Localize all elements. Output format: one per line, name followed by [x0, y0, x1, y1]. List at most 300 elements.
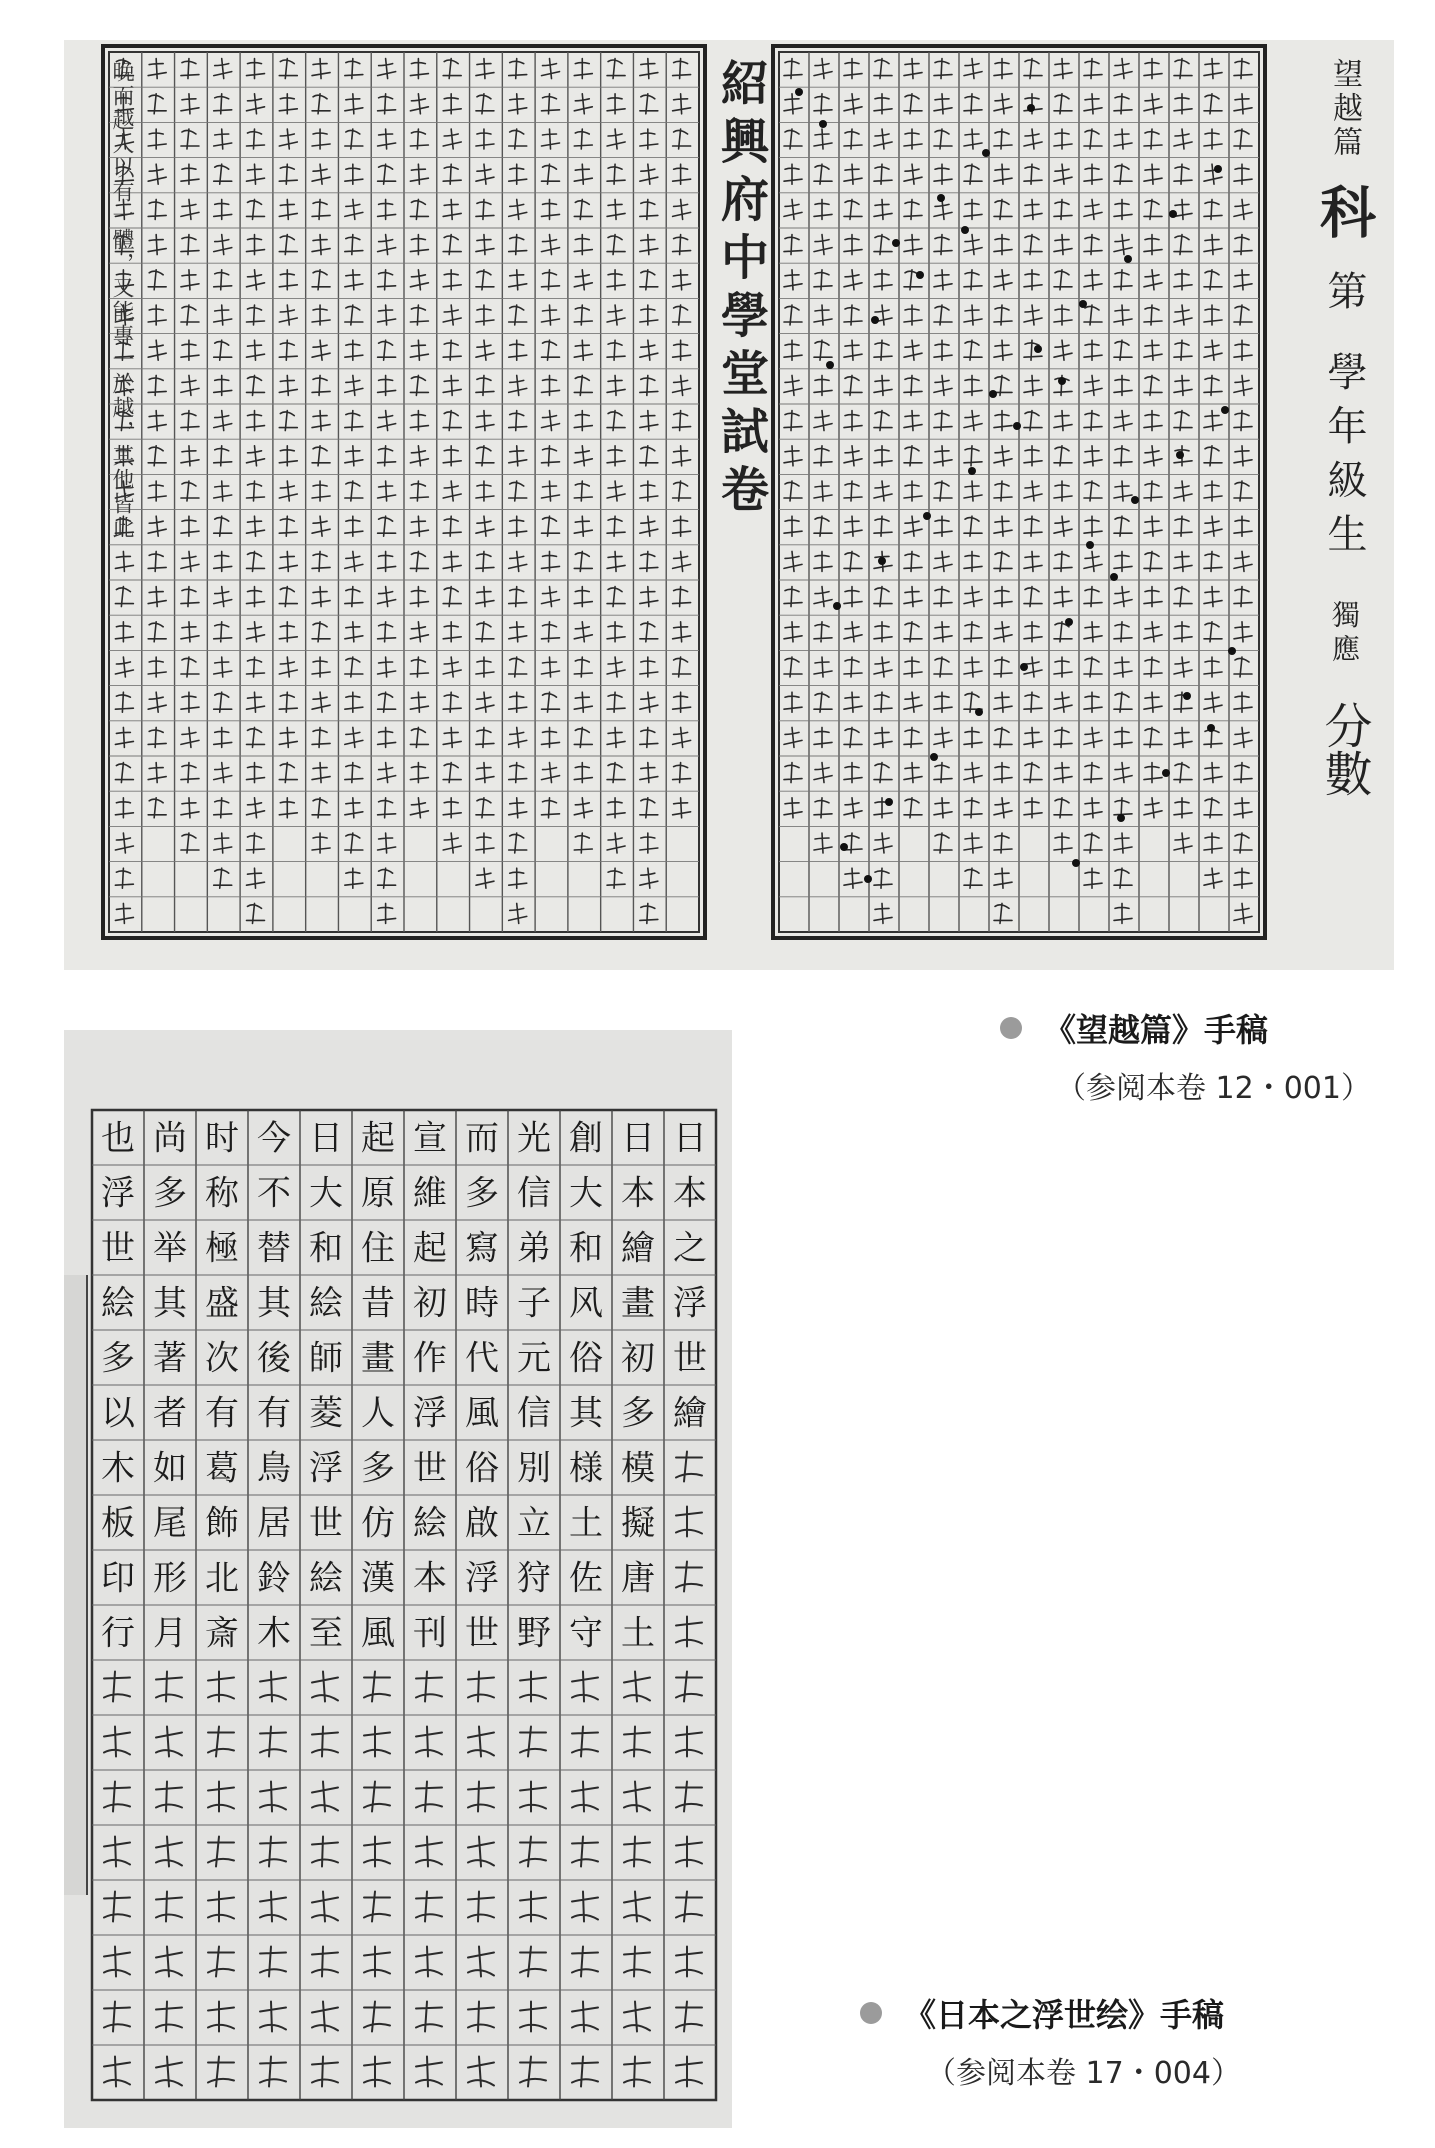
manuscript-character: 絵: [309, 1558, 343, 1599]
handwritten-glyph: [1174, 551, 1192, 571]
handwritten-glyph: [247, 622, 265, 642]
handwritten-glyph: [1054, 657, 1072, 677]
handwritten-glyph: [574, 481, 592, 501]
manuscript-character: 浮: [413, 1393, 447, 1434]
handwritten-glyph: [214, 235, 232, 255]
handwritten-glyph: [1234, 94, 1252, 114]
manuscript-character: 風: [361, 1613, 395, 1654]
handwritten-glyph: [784, 305, 802, 325]
handwritten-glyph: [572, 1782, 598, 1812]
handwritten-glyph: [312, 2002, 338, 2032]
handwritten-glyph: [1084, 833, 1102, 853]
handwritten-glyph: [279, 199, 297, 219]
handwritten-glyph: [345, 692, 363, 712]
handwritten-glyph: [509, 94, 527, 114]
handwritten-glyph: [1054, 270, 1072, 290]
handwritten-glyph: [1204, 798, 1222, 818]
handwritten-glyph: [509, 727, 527, 747]
manuscript-character: 著: [153, 1338, 187, 1379]
manuscript-character: 尚: [153, 1118, 187, 1159]
handwritten-glyph: [844, 727, 862, 747]
handwritten-glyph: [1234, 305, 1252, 325]
handwritten-glyph: [148, 340, 166, 360]
handwritten-glyph: [673, 481, 691, 501]
handwritten-glyph: [1144, 375, 1162, 395]
handwritten-glyph: [904, 798, 922, 818]
handwritten-glyph: [676, 2057, 702, 2087]
handwritten-glyph: [476, 798, 494, 818]
manuscript-character: 仿: [361, 1503, 395, 1544]
handwritten-glyph: [874, 59, 892, 79]
handwritten-glyph: [874, 657, 892, 677]
handwritten-glyph: [994, 868, 1012, 888]
manuscript-character: 本: [621, 1173, 655, 1214]
handwritten-glyph: [1084, 727, 1102, 747]
handwritten-glyph: [1204, 763, 1222, 783]
handwritten-glyph: [410, 692, 428, 712]
handwritten-glyph: [607, 551, 625, 571]
handwritten-glyph: [964, 516, 982, 536]
handwritten-glyph: [874, 868, 892, 888]
handwritten-glyph: [934, 763, 952, 783]
handwritten-glyph: [312, 1947, 338, 1977]
handwritten-glyph: [994, 94, 1012, 114]
handwritten-glyph: [542, 763, 560, 783]
handwritten-glyph: [312, 622, 330, 642]
handwritten-glyph: [279, 270, 297, 290]
handwritten-glyph: [378, 340, 396, 360]
handwritten-glyph: [509, 692, 527, 712]
handwritten-glyph: [844, 59, 862, 79]
handwritten-glyph: [934, 516, 952, 536]
handwritten-glyph: [934, 340, 952, 360]
handwritten-glyph: [1174, 516, 1192, 536]
handwritten-glyph: [1234, 411, 1252, 431]
handwritten-glyph: [1234, 903, 1252, 923]
handwritten-glyph: [904, 59, 922, 79]
handwritten-glyph: [247, 657, 265, 677]
manuscript-character: 狩: [517, 1558, 551, 1599]
handwritten-glyph: [1054, 305, 1072, 325]
handwritten-glyph: [1054, 129, 1072, 149]
handwritten-glyph: [1234, 446, 1252, 466]
handwritten-glyph: [1054, 587, 1072, 607]
handwritten-glyph: [574, 375, 592, 395]
handwritten-glyph: [156, 1947, 182, 1977]
handwritten-glyph: [1204, 692, 1222, 712]
ink-dot: [1072, 859, 1080, 867]
handwritten-glyph: [1204, 375, 1222, 395]
handwritten-glyph: [509, 129, 527, 149]
manuscript-character: 刊: [413, 1613, 447, 1654]
caption-title: 《望越篇》手稿: [1044, 1011, 1269, 1049]
handwritten-glyph: [443, 657, 461, 677]
manuscript-character: 日: [309, 1118, 343, 1159]
handwritten-glyph: [1234, 622, 1252, 642]
handwritten-glyph: [1084, 164, 1102, 184]
handwritten-glyph: [247, 305, 265, 325]
handwritten-glyph: [214, 411, 232, 431]
handwritten-glyph: [814, 587, 832, 607]
handwritten-glyph: [148, 798, 166, 818]
handwritten-glyph: [676, 1947, 702, 1977]
handwritten-glyph: [1114, 446, 1132, 466]
handwritten-glyph: [994, 235, 1012, 255]
handwritten-glyph: [1054, 551, 1072, 571]
handwritten-glyph: [844, 833, 862, 853]
handwritten-glyph: [1054, 516, 1072, 536]
handwritten-glyph: [994, 551, 1012, 571]
handwritten-glyph: [640, 833, 658, 853]
handwritten-glyph: [874, 270, 892, 290]
handwritten-glyph: [476, 305, 494, 325]
handwritten-glyph: [1174, 199, 1192, 219]
handwritten-glyph: [1114, 199, 1132, 219]
handwritten-glyph: [410, 763, 428, 783]
handwritten-glyph: [542, 59, 560, 79]
handwritten-glyph: [410, 375, 428, 395]
handwritten-glyph: [994, 587, 1012, 607]
handwritten-glyph: [784, 727, 802, 747]
manuscript-author: 獨應: [1328, 600, 1361, 668]
handwritten-glyph: [181, 446, 199, 466]
handwritten-glyph: [476, 833, 494, 853]
handwritten-glyph: [520, 1892, 546, 1922]
manuscript-character: 日: [621, 1118, 655, 1159]
handwritten-glyph: [1114, 587, 1132, 607]
handwritten-glyph: [964, 763, 982, 783]
handwritten-glyph: [607, 375, 625, 395]
manuscript-character: 原: [361, 1173, 395, 1214]
handwritten-glyph: [934, 199, 952, 219]
handwritten-glyph: [542, 727, 560, 747]
handwritten-glyph: [279, 305, 297, 325]
handwritten-glyph: [476, 129, 494, 149]
handwritten-glyph: [904, 164, 922, 184]
handwritten-glyph: [844, 763, 862, 783]
manuscript-character: 初: [621, 1338, 655, 1379]
manuscript-character: 野: [517, 1613, 551, 1654]
manuscript-character: 師: [309, 1338, 343, 1379]
handwritten-glyph: [964, 59, 982, 79]
ink-dot: [840, 843, 848, 851]
handwritten-glyph: [443, 551, 461, 571]
handwritten-glyph: [574, 129, 592, 149]
handwritten-glyph: [640, 903, 658, 923]
handwritten-glyph: [148, 411, 166, 431]
handwritten-glyph: [410, 94, 428, 114]
ink-dot: [1214, 165, 1222, 173]
handwritten-glyph: [410, 587, 428, 607]
manuscript-character: 板: [101, 1503, 135, 1544]
handwritten-glyph: [345, 411, 363, 431]
handwritten-glyph: [607, 622, 625, 642]
ink-dot: [826, 361, 834, 369]
handwritten-glyph: [784, 481, 802, 501]
handwritten-glyph: [509, 270, 527, 290]
handwritten-glyph: [640, 270, 658, 290]
handwritten-glyph: [994, 199, 1012, 219]
ink-dot: [1131, 496, 1139, 504]
handwritten-glyph: [410, 199, 428, 219]
handwritten-glyph: [312, 692, 330, 712]
handwritten-glyph: [1024, 235, 1042, 255]
handwritten-glyph: [148, 763, 166, 783]
handwritten-glyph: [156, 2002, 182, 2032]
manuscript-character: 元: [517, 1338, 551, 1379]
handwritten-glyph: [476, 270, 494, 290]
handwritten-glyph: [148, 657, 166, 677]
handwritten-glyph: [542, 94, 560, 114]
handwritten-glyph: [279, 375, 297, 395]
manuscript-character: 風: [465, 1393, 499, 1434]
handwritten-glyph: [509, 199, 527, 219]
manuscript-character: 人: [361, 1393, 395, 1434]
handwritten-glyph: [260, 1947, 286, 1977]
handwritten-glyph: [624, 1782, 650, 1812]
handwritten-glyph: [345, 94, 363, 114]
handwritten-glyph: [934, 727, 952, 747]
handwritten-glyph: [964, 305, 982, 325]
handwritten-glyph: [181, 657, 199, 677]
manuscript-character: 守: [569, 1613, 603, 1654]
handwritten-glyph: [542, 411, 560, 431]
handwritten-glyph: [443, 375, 461, 395]
handwritten-glyph: [312, 1672, 338, 1702]
ink-dot: [930, 753, 938, 761]
handwritten-glyph: [994, 657, 1012, 677]
handwritten-glyph: [964, 657, 982, 677]
handwritten-glyph: [1084, 868, 1102, 888]
handwritten-glyph: [410, 446, 428, 466]
handwritten-glyph: [994, 340, 1012, 360]
manuscript-character: 畫: [361, 1338, 395, 1379]
handwritten-glyph: [1174, 94, 1192, 114]
handwritten-glyph: [542, 692, 560, 712]
handwritten-glyph: [964, 199, 982, 219]
handwritten-glyph: [1234, 868, 1252, 888]
handwritten-glyph: [784, 551, 802, 571]
handwritten-glyph: [345, 516, 363, 536]
manuscript-character: 葛: [205, 1448, 239, 1489]
manuscript-character: 俗: [569, 1338, 603, 1379]
handwritten-glyph: [1084, 763, 1102, 783]
handwritten-glyph: [607, 94, 625, 114]
handwritten-glyph: [607, 235, 625, 255]
handwritten-glyph: [574, 587, 592, 607]
handwritten-glyph: [904, 375, 922, 395]
handwritten-glyph: [520, 2002, 546, 2032]
handwritten-glyph: [874, 587, 892, 607]
handwritten-glyph: [994, 727, 1012, 747]
ink-dot: [1079, 300, 1087, 308]
handwritten-glyph: [1204, 622, 1222, 642]
handwritten-glyph: [148, 59, 166, 79]
handwritten-glyph: [1204, 94, 1222, 114]
handwritten-glyph: [640, 622, 658, 642]
handwritten-glyph: [279, 446, 297, 466]
handwritten-glyph: [208, 2057, 234, 2087]
handwritten-glyph: [1144, 340, 1162, 360]
handwritten-glyph: [640, 305, 658, 325]
handwritten-glyph: [904, 727, 922, 747]
handwritten-glyph: [1114, 903, 1132, 923]
manuscript-character: 斎: [205, 1613, 239, 1654]
handwritten-glyph: [1054, 727, 1072, 747]
manuscript-grade: 第 學年級生: [1321, 270, 1367, 567]
ink-dot: [1162, 769, 1170, 777]
manuscript-character: 作: [413, 1338, 447, 1379]
handwritten-glyph: [416, 1672, 442, 1702]
handwritten-glyph: [784, 59, 802, 79]
handwritten-glyph: [676, 2002, 702, 2032]
handwritten-glyph: [1234, 235, 1252, 255]
handwritten-glyph: [345, 340, 363, 360]
handwritten-glyph: [844, 798, 862, 818]
handwritten-glyph: [247, 868, 265, 888]
handwritten-glyph: [640, 692, 658, 712]
manuscript-character: 和: [309, 1228, 343, 1269]
handwritten-glyph: [1204, 481, 1222, 501]
handwritten-glyph: [640, 375, 658, 395]
handwritten-glyph: [279, 692, 297, 712]
handwritten-glyph: [874, 199, 892, 219]
handwritten-glyph: [247, 763, 265, 783]
handwritten-glyph: [345, 798, 363, 818]
manuscript-character: 飾: [205, 1503, 239, 1544]
handwritten-glyph: [964, 411, 982, 431]
handwritten-glyph: [214, 587, 232, 607]
handwritten-glyph: [345, 59, 363, 79]
handwritten-glyph: [934, 833, 952, 853]
handwritten-glyph: [509, 411, 527, 431]
manuscript-character: 举: [153, 1228, 187, 1269]
handwritten-glyph: [676, 1892, 702, 1922]
handwritten-glyph: [312, 446, 330, 466]
handwritten-glyph: [345, 657, 363, 677]
handwritten-glyph: [964, 798, 982, 818]
manuscript-character: 立: [517, 1503, 551, 1544]
handwritten-glyph: [1024, 375, 1042, 395]
handwritten-glyph: [247, 270, 265, 290]
handwritten-glyph: [542, 270, 560, 290]
handwritten-glyph: [148, 305, 166, 325]
handwritten-glyph: [844, 587, 862, 607]
handwritten-glyph: [874, 727, 892, 747]
handwritten-glyph: [640, 411, 658, 431]
handwritten-glyph: [814, 551, 832, 571]
handwritten-glyph: [607, 833, 625, 853]
handwritten-glyph: [574, 164, 592, 184]
handwritten-glyph: [814, 59, 832, 79]
handwritten-glyph: [468, 1892, 494, 1922]
handwritten-glyph: [607, 305, 625, 325]
handwritten-glyph: [784, 340, 802, 360]
handwritten-glyph: [784, 587, 802, 607]
handwritten-glyph: [1114, 59, 1132, 79]
handwritten-glyph: [607, 727, 625, 747]
handwritten-glyph: [214, 692, 232, 712]
handwritten-glyph: [443, 763, 461, 783]
handwritten-glyph: [181, 270, 199, 290]
manuscript-character: 畫: [621, 1283, 655, 1324]
handwritten-glyph: [1054, 763, 1072, 783]
handwritten-glyph: [607, 587, 625, 607]
ink-dot: [1221, 406, 1229, 414]
handwritten-glyph: [509, 622, 527, 642]
ink-dot: [1228, 647, 1236, 655]
handwritten-glyph: [378, 446, 396, 466]
manuscript-character: 如: [153, 1448, 187, 1489]
handwritten-glyph: [844, 692, 862, 712]
handwritten-glyph: [247, 411, 265, 431]
manuscript-character: 初: [413, 1283, 447, 1324]
handwritten-glyph: [1174, 798, 1192, 818]
ink-dot: [937, 194, 945, 202]
manuscript-character: 極: [205, 1228, 239, 1269]
handwritten-glyph: [1234, 763, 1252, 783]
handwritten-glyph: [312, 340, 330, 360]
handwritten-glyph: [574, 305, 592, 325]
ink-dot: [1117, 814, 1125, 822]
handwritten-glyph: [312, 727, 330, 747]
manuscript-character: 維: [413, 1173, 447, 1214]
handwritten-glyph: [814, 94, 832, 114]
handwritten-glyph: [260, 2057, 286, 2087]
handwritten-glyph: [279, 516, 297, 536]
handwritten-glyph: [181, 305, 199, 325]
handwritten-glyph: [443, 59, 461, 79]
handwritten-glyph: [345, 375, 363, 395]
handwritten-glyph: [148, 727, 166, 747]
handwritten-glyph: [1144, 692, 1162, 712]
handwritten-glyph: [279, 411, 297, 431]
handwritten-glyph: [814, 235, 832, 255]
handwritten-glyph: [814, 622, 832, 642]
handwritten-glyph: [104, 1892, 130, 1922]
handwritten-glyph: [364, 1782, 390, 1812]
handwritten-glyph: [673, 375, 691, 395]
handwritten-glyph: [247, 692, 265, 712]
handwritten-glyph: [1204, 551, 1222, 571]
handwritten-glyph: [520, 1782, 546, 1812]
handwritten-glyph: [1054, 833, 1072, 853]
handwritten-glyph: [312, 481, 330, 501]
manuscript-character: 大: [309, 1173, 343, 1214]
handwritten-glyph: [607, 340, 625, 360]
handwritten-glyph: [279, 587, 297, 607]
handwritten-glyph: [574, 516, 592, 536]
handwritten-glyph: [640, 481, 658, 501]
handwritten-glyph: [509, 657, 527, 677]
handwritten-glyph: [1114, 411, 1132, 431]
manuscript-character: 世: [465, 1613, 499, 1654]
handwritten-glyph: [904, 587, 922, 607]
handwritten-glyph: [676, 1782, 702, 1812]
handwritten-glyph: [784, 657, 802, 677]
handwritten-glyph: [844, 551, 862, 571]
handwritten-glyph: [844, 516, 862, 536]
manuscript-character: 有: [257, 1393, 291, 1434]
handwritten-glyph: [844, 622, 862, 642]
handwritten-glyph: [410, 235, 428, 255]
handwritten-glyph: [520, 2057, 546, 2087]
handwritten-glyph: [312, 763, 330, 783]
handwritten-glyph: [1054, 59, 1072, 79]
manuscript-grid: [64, 1030, 732, 2128]
handwritten-glyph: [476, 94, 494, 114]
ink-dot: [1065, 618, 1073, 626]
